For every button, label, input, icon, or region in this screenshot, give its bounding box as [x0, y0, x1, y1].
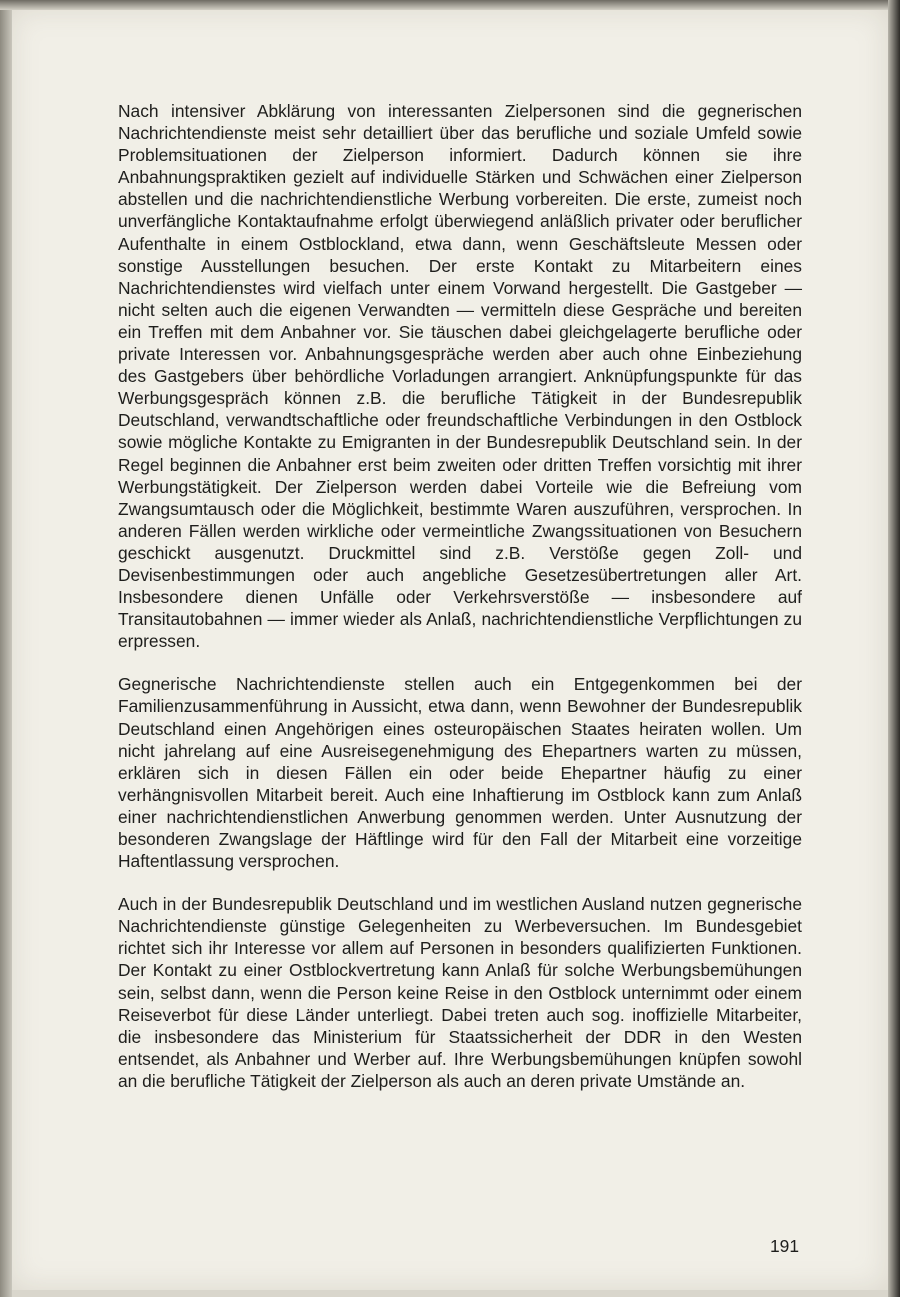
paragraph-3: Auch in der Bundesrepublik Deutschland und im westlichen Ausland nutzen gegnerische Nachrichtendienste günstige Gelegenheiten zu Werbeversuchen. Im Bundesgebiet richtet sich ihr Interesse vor allem auf Personen in besonders qualifizierten Funktionen. Der Kontakt zu einer Ostblockvertretung kann Anlaß für solche Werbungsbemühungen sein, selbst dann, wenn die Person keine Reise in den Ostblock unternimmt oder einem Reiseverbot für diese Länder unterliegt. Dabei treten auch sog. inoffizielle Mitarbeiter, die insbesondere das Ministerium für Staatssicherheit der DDR in den Westen entsendet, als Anbahner und Werber auf. Ihre Werbungsbemühungen knüpfen sowohl an die berufliche Tätigkeit der Zielperson als auch an deren private Umstände an.: [118, 894, 802, 1091]
page-edge-right: [888, 0, 900, 1297]
page-edge-top: [0, 0, 900, 10]
paragraph-2: Gegnerische Nachrichtendienste stellen auch ein Entgegenkommen bei der Familienzusammenführung in Aussicht, etwa dann, wenn Bewohner der Bundesrepublik Deutschland einen Angehörigen eines osteuropäischen Staates heiraten wollen. Um nicht jahrelang auf eine Ausreisegenehmigung des Ehepartners warten zu müssen, erklären sich in diesen Fällen ein oder beide Ehepartner häufig zu einer verhängnisvollen Mitarbeit bereit. Auch eine Inhaftierung im Ostblock kann zum Anlaß einer nachrichtendienstlichen Anwerbung genommen werden. Unter Ausnutzung der besonderen Zwangslage der Häftlinge wird für den Fall der Mitarbeit eine vorzeitige Haftentlassung versprochen.: [118, 674, 802, 872]
paragraph-1: Nach intensiver Abklärung von interessanten Zielpersonen sind die gegnerischen Nachrichtendienste meist sehr detailliert über das berufliche und soziale Umfeld sowie Problemsituationen der Zielperson informiert. Dadurch können sie ihre Anbahnungspraktiken gezielt auf individuelle Stärken und Schwächen einer Zielperson abstellen und die nachrichtendienstliche Werbung vorbereiten. Die erste, zumeist noch unverfängliche Kontaktaufnahme erfolgt überwiegend anläßlich privater oder beruflicher Aufenthalte in einem Ostblockland, etwa dann, wenn Geschäftsleute Messen oder sonstige Ausstellungen besuchen. Der erste Kontakt zu Mitarbeitern eines Nachrichtendienstes wird vielfach unter einem Vorwand hergestellt. Die Gastgeber — nicht selten auch die eigenen Verwandten — vermitteln diese Gespräche und bereiten ein Treffen mit dem Anbahner vor. Sie täuschen dabei gleichgelagerte berufliche oder private Interessen vor. Anbahnungsgespräche werden aber auch ohne Einbeziehung des Gastgebers über behördliche Vorladungen arrangiert. Anknüpfungspunkte für das Werbungsgespräch können z.B. die berufliche Tätigkeit in der Bundesrepublik Deutschland, verwandtschaftliche oder freundschaftliche Verbindungen in den Ostblock sowie mögliche Kontakte zu Emigranten in der Bundesrepublik Deutschland sein. In der Regel beginnen die Anbahner erst beim zweiten oder dritten Treffen vorsichtig mit ihrer Werbungstätigkeit. Der Zielperson werden dabei Vorteile wie die Befreiung vom Zwangsumtausch oder die Möglichkeit, bestimmte Waren auszuführen, versprochen. In anderen Fällen werden wirkliche oder vermeintliche Zwangssituationen von Besuchern geschickt ausgenutzt. Druckmittel sind z.B. Verstöße gegen Zoll- und Devisenbestimmungen oder auch angebliche Gesetzesübertretungen aller Art. Insbesondere dienen Unfälle oder Verkehrsverstöße — insbesondere auf Transitautobahnen — immer wieder als Anlaß, nachrichtendienstliche Verpflichtungen zu erpressen.: [118, 101, 802, 652]
body-text: [118, 100, 802, 1113]
document-page: [10, 8, 888, 1290]
page-number: 191: [770, 1236, 800, 1256]
page-edge-left: [0, 0, 12, 1297]
